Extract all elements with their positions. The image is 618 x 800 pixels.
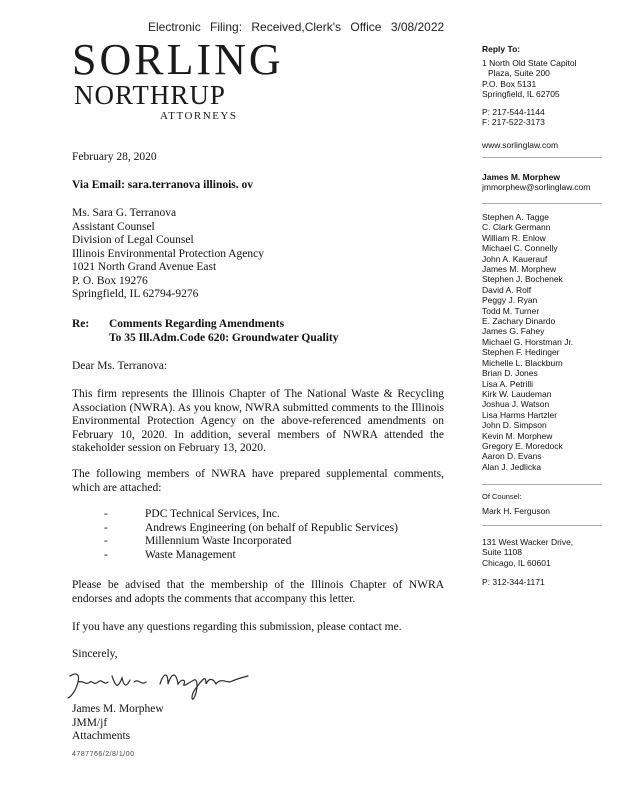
of-counsel-label: Of Counsel: — [482, 492, 522, 501]
partner-name: Lisa A. Petrilli — [482, 378, 534, 389]
attorney-email[interactable]: jmmorphew@sorlinglaw.com — [482, 182, 591, 193]
partner-name: Lisa Harms Hartzler — [482, 409, 558, 420]
subject-line-2: To 35 Ill.Adm.Code 620: Groundwater Quality — [109, 331, 339, 344]
body-paragraph-4: If you have any questions regarding this submission, please contact me. — [72, 621, 402, 633]
subject-line — [109, 318, 339, 345]
partner-name: James M. Morphew — [482, 264, 557, 275]
letter-date: February 28, 2020 — [72, 151, 157, 163]
of-counsel-name: Mark H. Ferguson — [482, 506, 551, 516]
partner-name: William R. Enlow — [482, 232, 546, 243]
partner-name: Peggy J. Ryan — [482, 295, 538, 306]
fax-line: F: 217-522-3173 — [482, 117, 545, 128]
partner-name: Stephen A. Tagge — [482, 212, 549, 222]
partner-name: E. Zachary Dinardo — [482, 316, 556, 327]
partner-name: Gregory E. Moredock — [482, 440, 563, 451]
salutation: Dear Ms. Terranova: — [72, 360, 168, 372]
partner-name: Todd M. Turner — [482, 305, 540, 316]
partner-name: Alan J. Jedlicka — [482, 461, 542, 472]
recipient-line: Assistant Counsel — [72, 220, 155, 233]
divider — [482, 157, 602, 158]
divider — [482, 203, 602, 204]
address-line: P.O. Box 5131 — [482, 78, 537, 89]
re-label: Re: — [72, 318, 90, 330]
recipient-line: P. O. Box 19276 — [72, 274, 148, 287]
document-number: 4787766/2/8/1/00 — [72, 751, 135, 758]
partner-name: Michelle L. Blackburn — [482, 357, 563, 368]
phone-line: P: 217-544-1144 — [482, 106, 545, 117]
website-link[interactable]: www.sorlinglaw.com — [482, 140, 559, 150]
firm-logo-attorneys: ATTORNEYS — [160, 110, 238, 122]
recipient-line: Illinois Environmental Protection Agency — [72, 247, 264, 260]
attorney-name: James M. Morphew — [482, 172, 560, 182]
divider — [482, 525, 602, 526]
list-item — [104, 535, 398, 549]
reply-address — [482, 58, 577, 127]
handwritten-signature — [64, 668, 254, 702]
partner-name: Michael C. Connelly — [482, 243, 558, 254]
partner-name: Brian D. Jones — [482, 368, 538, 379]
divider — [482, 484, 602, 485]
chicago-phone: P: 312-344-1171 — [482, 577, 545, 587]
partner-name: Kevin M. Morphew — [482, 430, 553, 441]
attachments-list — [104, 508, 398, 562]
list-item — [104, 508, 398, 522]
partner-name: James G. Fahey — [482, 326, 545, 337]
address-line: 1 North Old State Capitol — [482, 58, 577, 68]
address-line: 131 West Wacker Drive, — [482, 537, 574, 547]
body-paragraph-3: Please be advised that the membership of the Illinois Chapter of NWRA endorses and adopts the comments that accompany this letter. — [72, 579, 444, 605]
recipient-line: Ms. Sara G. Terranova — [72, 207, 177, 219]
list-bullet: - — [104, 521, 108, 534]
list-item-text: Andrews Engineering (on behalf of Republic Services) — [145, 521, 398, 534]
list-bullet: - — [104, 548, 108, 561]
subject-line-1: Comments Regarding Amendments — [109, 318, 285, 330]
list-item — [104, 549, 398, 563]
address-line: Suite 1108 — [482, 547, 523, 558]
list-bullet: - — [104, 535, 108, 547]
partner-name: David A. Rolf — [482, 284, 532, 295]
partner-name: Stephen J. Bochenek — [482, 274, 563, 285]
list-bullet: - — [104, 508, 108, 520]
address-line: Springfield, IL 62705 — [482, 89, 560, 100]
address-line: Chicago, IL 60601 — [482, 557, 551, 568]
filing-stamp: Electronic Filing: Received,Clerk's Office 3/08/2022 — [148, 20, 445, 34]
body-paragraph-2: The following members of NWRA have prepared supplemental comments, which are attached: — [72, 468, 444, 494]
partner-name: C. Clark Germann — [482, 222, 551, 233]
reply-to-label: Reply To: — [482, 44, 521, 54]
list-item — [104, 522, 398, 536]
list-item-text: PDC Technical Services, Inc. — [145, 508, 280, 520]
partner-name: Kirk W. Laudeman — [482, 388, 552, 399]
enclosure-note: Attachments — [72, 730, 131, 742]
delivery-method: Via Email: sara.terranova illinois. ov — [72, 179, 254, 191]
chicago-office-address — [482, 537, 573, 568]
firm-logo-northrup: NORTHRUP — [74, 80, 226, 110]
list-item-text: Waste Management — [145, 548, 236, 561]
partner-name: John D. Simpson — [482, 420, 547, 431]
body-paragraph-1: This firm represents the Illinois Chapter of The National Waste & Recycling Association (NWRA). As you know, NWRA submitted comments to the Illinois Environmental Protection Agency on the above-referenced amendments on February 10, 2020. In addition, several members of NWRA attended the stakeholder session on February 13, 2020. — [72, 388, 444, 454]
recipient-line: 1021 North Grand Avenue East — [72, 261, 217, 273]
address-line: Plaza, Suite 200 — [488, 68, 550, 79]
partner-name: Stephen F. Hedinger — [482, 347, 560, 358]
partners-list — [482, 212, 573, 472]
recipient-line: Division of Legal Counsel — [72, 234, 194, 246]
firm-logo-sorling: SORLING — [72, 35, 284, 84]
signer-initials: JMM/jf — [72, 716, 108, 729]
signer-name: James M. Morphew — [72, 703, 164, 715]
attorney-contact — [482, 172, 590, 193]
partner-name: Michael G. Horstman Jr. — [482, 336, 574, 347]
recipient-line: Springfield, IL 62794-9276 — [72, 288, 199, 300]
list-item-text: Millennium Waste Incorporated — [145, 535, 292, 547]
partner-name: Joshua J. Watson — [482, 399, 550, 410]
partner-name: Aaron D. Evans — [482, 451, 542, 462]
recipient-address — [72, 207, 264, 302]
closing: Sincerely, — [72, 648, 118, 660]
partner-name: John A. Kauerauf — [482, 253, 548, 264]
signer-block — [72, 703, 164, 744]
